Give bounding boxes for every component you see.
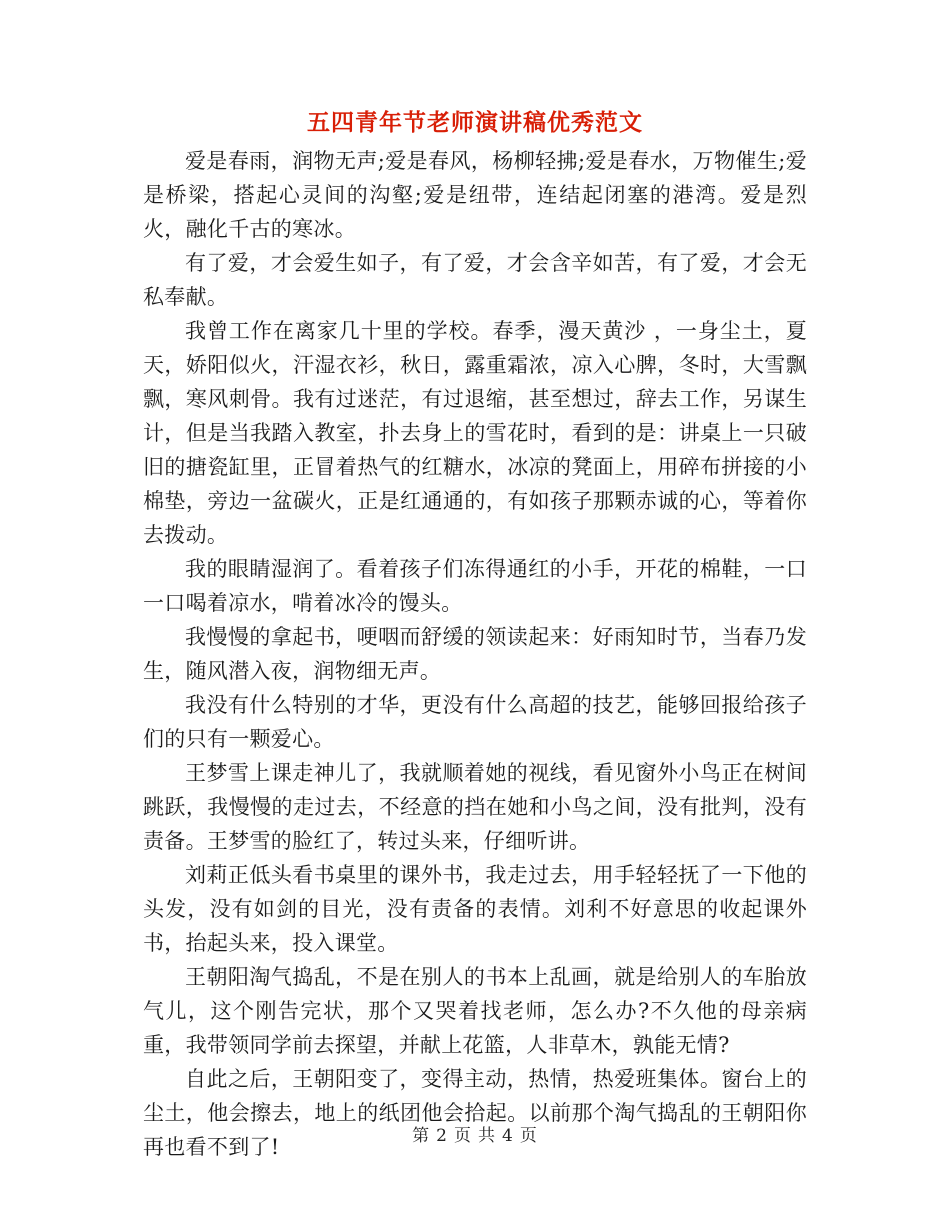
paragraph: 爱是春雨，润物无声;爱是春风，杨柳轻拂;爱是春水，万物催生;爱是桥梁，搭起心灵间的沟壑;爱是纽带，连结起闭塞的港湾。爱是烈火，融化千古的寒冰。 <box>143 149 807 241</box>
paragraph: 自此之后，王朝阳变了，变得主动，热情，热爱班集体。窗台上的尘土，他会擦去，地上的纸团他会拾起。以前那个淘气捣乱的王朝阳你再也看不到了! <box>143 1067 807 1159</box>
paragraph: 我曾工作在离家几十里的学校。春季，漫天黄沙 ，一身尘土，夏天，娇阳似火，汗湿衣衫，秋日，露重霜浓，凉入心脾，冬时，大雪飘飘，寒风刺骨。我有过迷茫，有过退缩，甚至想过，辞去工作，另谋生计，但是当我踏入教室，扑去身上的雪花时，看到的是：讲桌上一只破旧的搪瓷缸里，正冒着热气的红糖水，冰凉的凳面上，用碎布拼接的小棉垫，旁边一盆碳火，正是红通通的，有如孩子那颗赤诚的心，等着你去拨动。 <box>143 319 807 547</box>
total-prefix: 共 <box>478 1126 496 1146</box>
paragraph: 刘莉正低头看书桌里的课外书，我走过去，用手轻轻抚了一下他的头发，没有如剑的目光，没有责备的表情。刘利不好意思的收起课外书，抬起头来，投入课堂。 <box>143 863 807 955</box>
paragraph: 王梦雪上课走神儿了，我就顺着她的视线，看见窗外小鸟正在树间跳跃，我慢慢的走过去，不经意的挡在她和小鸟之间，没有批判，没有责备。王梦雪的脸红了，转过头来，仔细听讲。 <box>143 761 807 853</box>
document-body <box>143 144 807 1164</box>
paragraph: 有了爱，才会爱生如子，有了爱，才会含辛如苦，有了爱，才会无私奉献。 <box>143 251 807 309</box>
total-page-number: 4 <box>502 1126 514 1146</box>
paragraph: 我的眼睛湿润了。看着孩子们冻得通红的小手，开花的棉鞋，一口一口喝着凉水，啃着冰冷的馒头。 <box>143 557 807 615</box>
paragraph: 我没有什么特别的才华，更没有什么高超的技艺，能够回报给孩子们的只有一颗爱心。 <box>143 693 807 751</box>
page-prefix: 第 <box>412 1126 431 1146</box>
page-footer <box>0 1124 950 1148</box>
document-title: 五四青年节老师演讲稿优秀范文 <box>307 109 643 136</box>
current-page-number: 2 <box>436 1126 448 1146</box>
paragraph: 我慢慢的拿起书，哽咽而舒缓的领读起来：好雨知时节，当春乃发生，随风潜入夜，润物细无声。 <box>143 625 807 683</box>
total-suffix: 页 <box>519 1126 538 1146</box>
paragraph: 王朝阳淘气捣乱，不是在别人的书本上乱画，就是给别人的车胎放气儿，这个刚告完状，那个又哭着找老师，怎么办?不久他的母亲病重，我带领同学前去探望，并献上花篮，人非草木，孰能无情? <box>143 965 807 1057</box>
page-word: 页 <box>454 1126 472 1146</box>
